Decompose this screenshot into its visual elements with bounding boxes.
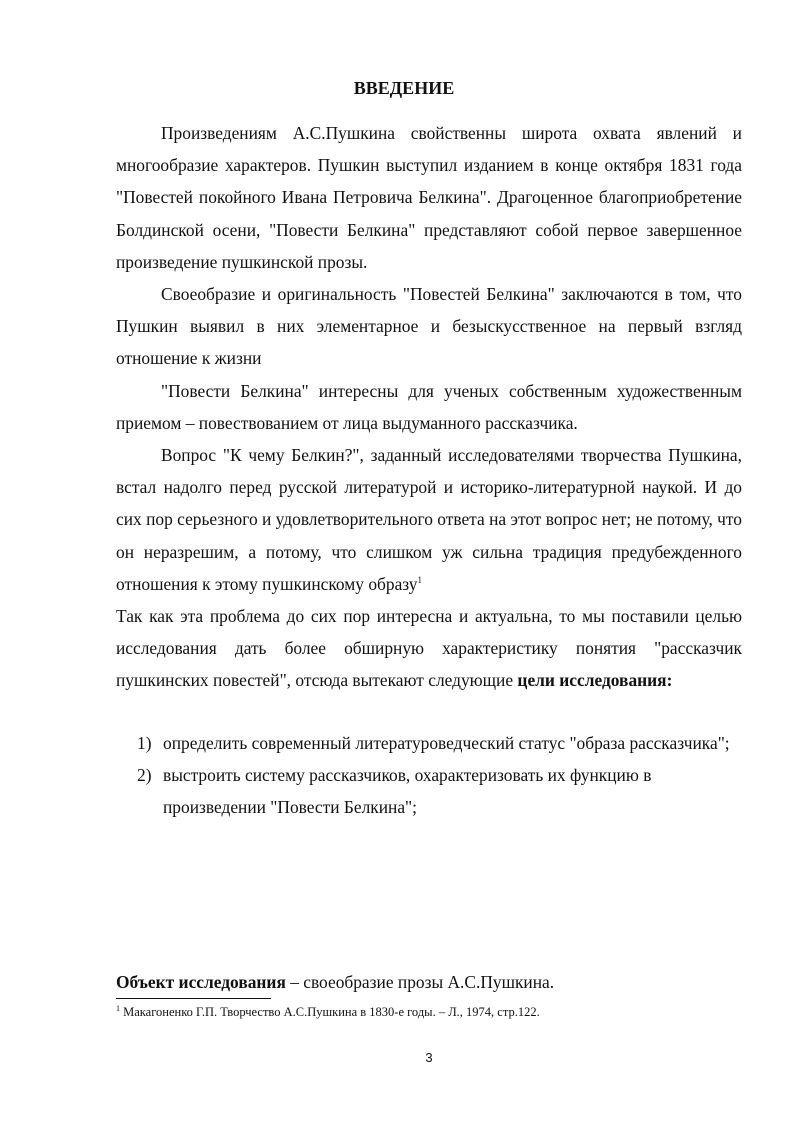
footnote (116, 1004, 540, 1020)
list-item-number: 2) (137, 764, 152, 785)
list-item (116, 759, 742, 823)
footnote-divider (116, 998, 271, 999)
paragraph-question (116, 439, 742, 600)
paragraph-intro: Произведениям А.С.Пушкина свойственны широта охвата явлений и многообразие характеров. Пушкин выступил изданием в конце октября 1831 года "Повестей покойного Ивана Петровича Белкина". Драгоценное благоприобретение Болдинской осени, "Повести Белкина" представляют собой первое завершенное произведение пушкинской прозы. (116, 123, 742, 272)
page-heading: ВВЕДЕНИЕ (353, 78, 455, 98)
paragraph-question-text: Вопрос "К чему Белкин?", заданный исследователями творчества Пушкина, встал надолго перед русской литературой и историко-литературной наукой. И до сих пор серьезного и удовлетворительного ответа на этот вопрос нет; не потому, что он неразрешим, а потому, что слишком уж сильна традиция предубежденного отношения к этому пушкинскому образу (116, 445, 742, 594)
research-object (116, 966, 742, 998)
body-text (116, 117, 742, 823)
list-item-text: выстроить систему рассказчиков, охарактеризовать их функцию в произведении "Повести Белкина"; (163, 764, 652, 818)
list-item (116, 727, 742, 759)
footnote-marker: 1 (116, 1003, 120, 1013)
goals-heading: цели исследования: (517, 670, 673, 691)
page-number: 3 (425, 1050, 433, 1065)
paragraph-goals-intro-text: Так как эта проблема до сих пор интересна и актуальна, то мы поставили целью исследования дать более обширную характеристику понятия "рассказчик пушкинских повестей", отсюда вытекают следующие (116, 606, 742, 691)
research-object-text: – своеобразие прозы А.С.Пушкина. (285, 972, 555, 992)
list-item-text: определить современный литературоведческий статус "образа рассказчика"; (163, 732, 730, 753)
paragraph-originality: Своеобразие и оригинальность "Повестей Белкина" заключаются в том, что Пушкин выявил в них элементарное и безыскусственное на первый взгляд отношение к жизни (116, 284, 742, 369)
paragraph-narrator: "Повести Белкина" интересны для ученых собственным художественным приемом – повествованием от лица выдуманного рассказчика. (116, 380, 742, 433)
list-item-number: 1) (137, 732, 152, 753)
footnote-text: Макагоненко Г.П. Творчество А.С.Пушкина в 1830-е годы. – Л., 1974, стр.122. (120, 1005, 540, 1019)
goals-list (116, 727, 742, 824)
footnote-reference: 1 (417, 575, 422, 586)
paragraph-goals-intro (116, 600, 742, 697)
research-object-label: Объект исследования (116, 972, 286, 992)
